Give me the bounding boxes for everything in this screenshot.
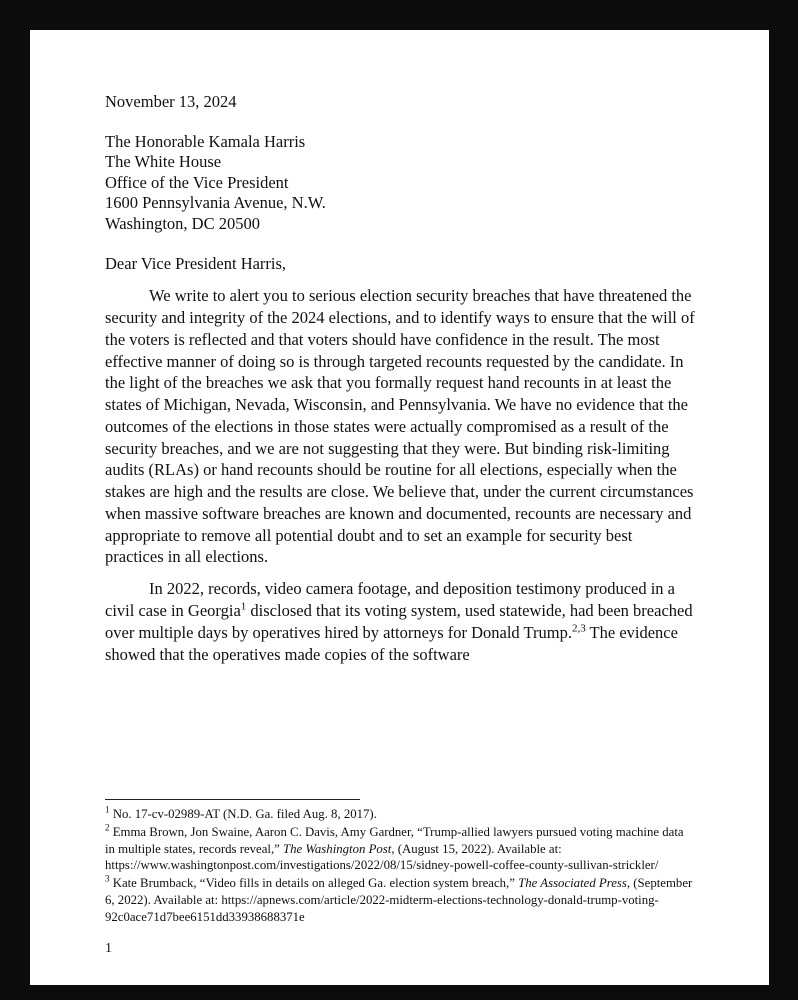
- footnote-2-text: Emma Brown, Jon Swaine, Aaron C. Davis, Amy Gardner, “Trump-allied lawyers pursued voting machine data in multiple states, records reveal,”: [105, 824, 684, 856]
- footnote-3: [105, 875, 695, 926]
- footnote-1-text: No. 17-cv-02989-AT (N.D. Ga. filed Aug. 8, 2017).: [109, 806, 377, 821]
- body-paragraph-1: We write to alert you to serious election security breaches that have threatened the security and integrity of the 2024 elections, and to identify ways to ensure that the will of the voters is reflected and that voters should have confidence in the result. The most effective manner of doing so is through targeted recounts requested by the candidate. In the light of the breaches we ask that you formally request hand recounts in at least the states of Michigan, Nevada, Wisconsin, and Pennsylvania. We have no evidence that the outcomes of the elections in those states were actually compromised as a result of the security breaches, and we are not suggesting that they were. But binding risk-limiting audits (RLAs) or hand recounts should be routine for all elections, especially when the stakes are high and the results are close. We believe that, under the current circumstances when massive software breaches are known and documented, recounts are necessary and appropriate to remove all potential doubt and to set an example for security best practices in all elections.: [105, 286, 695, 567]
- footnote-2-url: , (August 15, 2022). Available at: https://www.washingtonpost.com/investigations/2022/08/15/sidney-powell-coffee-county-sullivan-strickler/: [105, 841, 659, 873]
- footnotes-section: [105, 806, 695, 927]
- footnote-reference-2-3: 2,3: [571, 622, 586, 635]
- footnote-1: [105, 806, 695, 823]
- footnote-2-publication: The Washington Post: [283, 841, 392, 856]
- address-line-city: Washington, DC 20500: [105, 213, 260, 233]
- footnote-reference-1: 1: [240, 600, 247, 613]
- footnote-3-url: , (September 6, 2022). Available at: https://apnews.com/article/2022-midterm-elections-technology-donald-trump-voting-92c0ace71d7bee6151dd33938688371e: [105, 876, 693, 925]
- body-paragraph-2: [105, 578, 695, 665]
- footnote-separator-rule: [105, 799, 360, 800]
- footnote-3-marker: 3: [105, 874, 110, 885]
- paragraph-2-text-start: In 2022, records, video camera footage, and deposition testimony produced in a civil case in Georgia: [105, 579, 676, 620]
- letter-date: November 13, 2024: [105, 92, 237, 111]
- footnote-2-marker: 2: [105, 822, 110, 833]
- whitespace-spacer: [105, 675, 695, 798]
- letter-page: [30, 30, 769, 985]
- footnote-1-marker: 1: [105, 804, 110, 815]
- paragraph-2-text-mid: disclosed that its voting system, used statewide, had been breached over multiple days by operatives hired by attorneys for Donald Trump.: [105, 600, 693, 642]
- paragraph-2-text-end: The evidence showed that the operatives made copies of the software: [105, 622, 678, 664]
- page-number: 1: [105, 941, 112, 956]
- address-line-office: Office of the Vice President: [105, 172, 289, 192]
- address-line-building: The White House: [105, 152, 222, 172]
- address-line-recipient: The Honorable Kamala Harris: [105, 132, 306, 151]
- recipient-address-block: [105, 132, 695, 234]
- footnote-2: [105, 824, 695, 875]
- footnote-3-text: Kate Brumback, “Video fills in details on alleged Ga. election system breach,”: [109, 876, 519, 891]
- address-line-street: 1600 Pennsylvania Avenue, N.W.: [105, 193, 326, 213]
- salutation: Dear Vice President Harris,: [105, 254, 287, 274]
- footnote-3-publication: The Associated Press: [518, 876, 627, 891]
